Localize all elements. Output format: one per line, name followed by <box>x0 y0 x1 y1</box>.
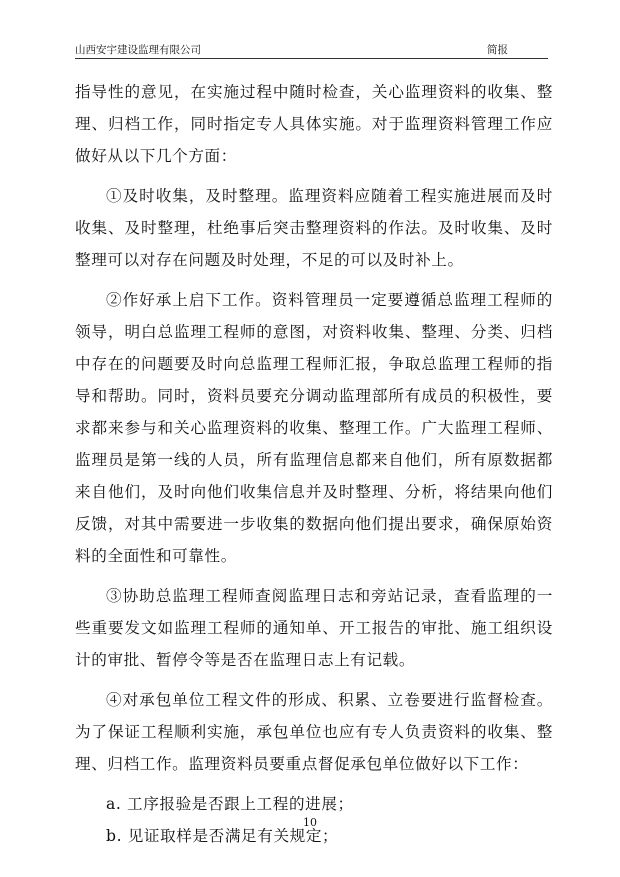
paragraph-item-1: ①及时收集，及时整理。监理资料应随着工程实施进展而及时收集、及时整理，杜绝事后突击整理资料的作法。及时收集、及时整理可以对存在问题及时处理，不足的可以及时补上。 <box>75 187 553 269</box>
page-number: 10 <box>303 816 317 829</box>
page-header <box>75 42 548 59</box>
list-item-b: b. 见证取样是否满足有关规定； <box>106 827 339 845</box>
document-body <box>75 76 553 852</box>
paragraph-intro: 指导性的意见，在实施过程中随时检查，关心监理资料的收集、整理、归档工作，同时指定专人具体实施。对于监理资料管理工作应做好从以下几个方面： <box>75 83 553 165</box>
header-company-name: 山西安宇建设监理有限公司 <box>75 44 201 56</box>
header-doc-type: 简报 <box>487 44 508 56</box>
paragraph-item-3: ③协助总监理工程师查阅监理日志和旁站记录，查看监理的一些重要发文如监理工程师的通知单、开工报告的审批、施工组织设计的审批、暂停令等是否在监理日志上有记载。 <box>75 587 553 669</box>
list-item-a: a. 工序报验是否跟上工程的进展； <box>106 795 354 813</box>
paragraph-item-2: ②作好承上启下工作。资料管理员一定要遵循总监理工程师的领导，明白总监理工程师的意图，对资料收集、整理、分类、归档中存在的问题要及时向总监理工程师汇报，争取总监理工程师的指导和帮助。同时，资料员要充分调动监理部所有成员的积极性，要求都来参与和关心监理资料的收集、整理工作。广大监理工程师、监理员是第一线的人员，所有监理信息都来自他们，所有原数据都来自他们，及时向他们收集信息并及时整理、分析，将结果向他们反馈，对其中需要进一步收集的数据向他们提出要求，确保原始资料的全面性和可靠性。 <box>75 291 553 565</box>
paragraph-item-4: ④对承包单位工程文件的形成、积累、立卷要进行监督检查。为了保证工程顺利实施，承包单位也应有专人负责资料的收集、整理、归档工作。监理资料员要重点督促承包单位做好以下工作： <box>75 691 553 773</box>
